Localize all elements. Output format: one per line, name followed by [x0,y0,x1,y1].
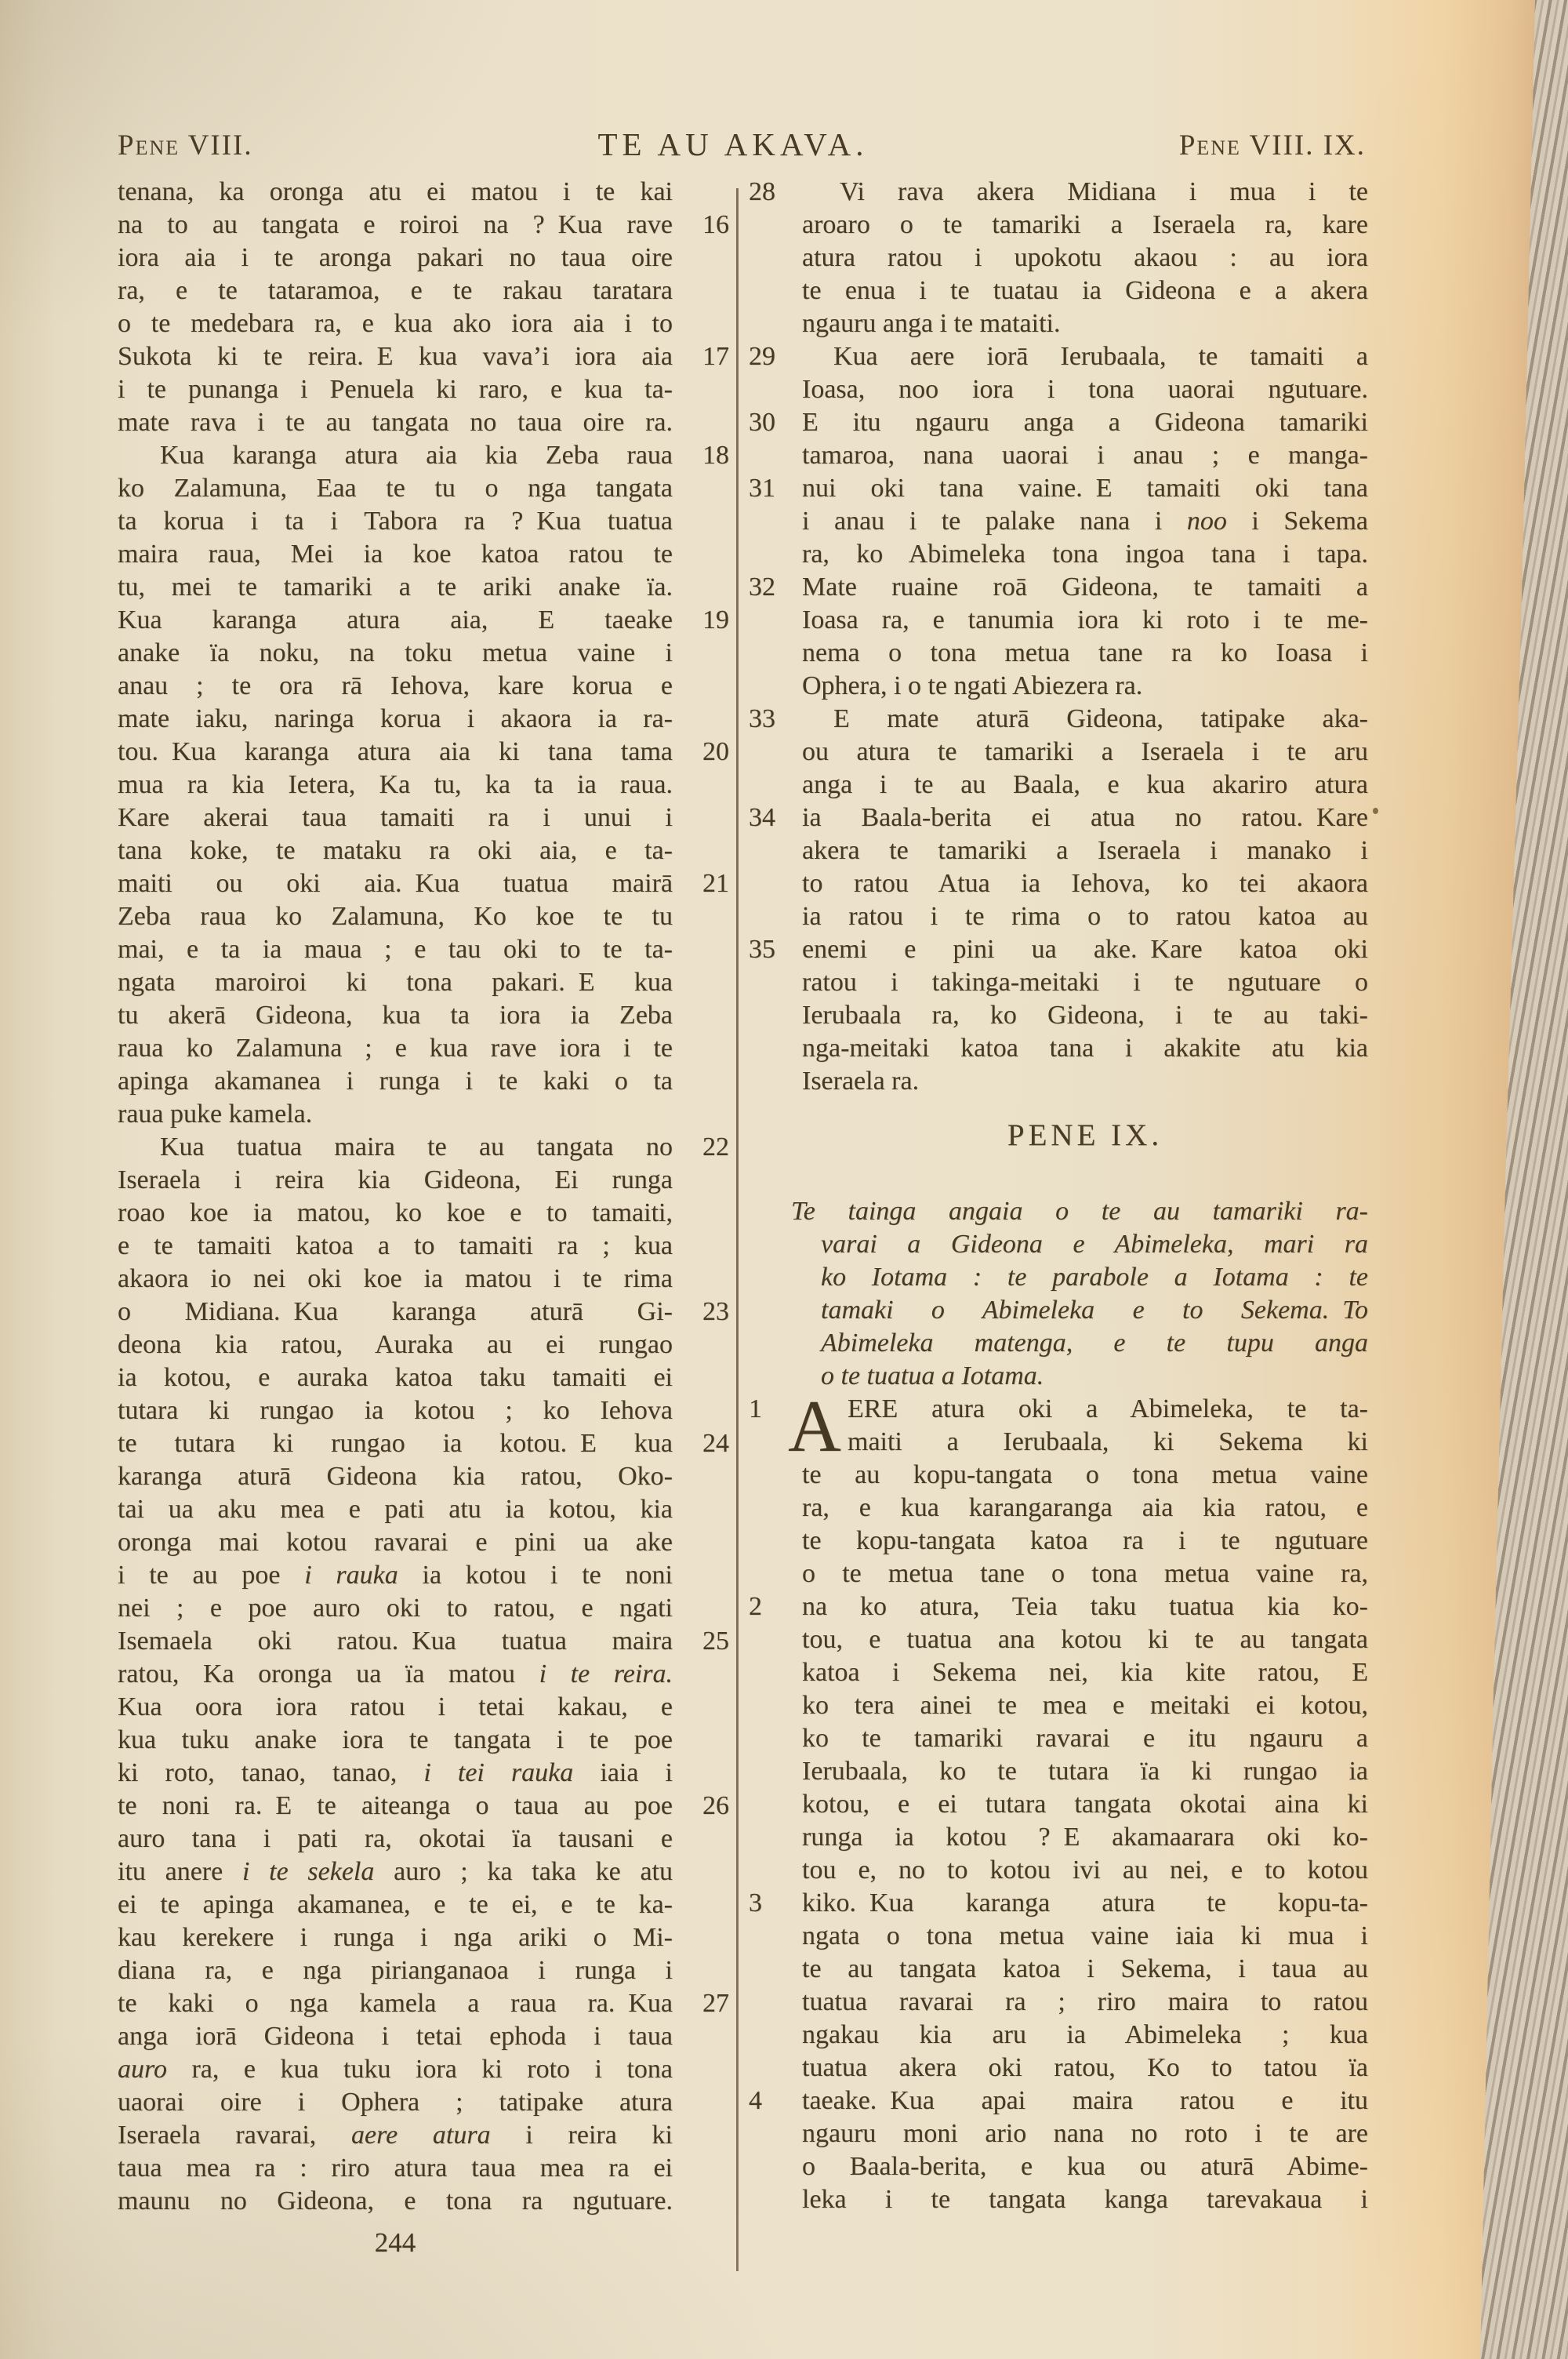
verse-text: ERE atura oki a Abimeleka, te ta- [848,1394,1368,1423]
text-line [118,1296,729,1329]
verse-number: 33 [749,704,775,733]
text-line [749,2052,1368,2085]
text-line [749,1920,1368,1953]
text-line [118,1427,729,1460]
verse-number: 18 [702,441,729,470]
text-line [118,1263,729,1296]
text-line [749,1228,1368,1261]
verse-text: ngauru moni ario nana no roto i te are [802,2119,1368,2148]
verse-text: na ko atura, Teia taku tuatua kia ko- [802,1592,1368,1621]
text-line [118,736,729,769]
verse-text: Ierubaala ra, ko Gideona, i te au taki- [802,1001,1368,1030]
verse-number: 28 [749,177,775,206]
text-line [118,966,729,999]
text-line [749,933,1368,966]
text-line [118,1888,729,1921]
text-line [749,1525,1368,1558]
verse-text: te kaki o nga kamela a raua ra. Kua [118,1989,673,2018]
verse-text: aroaro o te tamariki a Iseraela ra, kare [802,210,1368,239]
verse-text: maiti a Ierubaala, ki Sekema ki [848,1427,1368,1456]
text-line [749,307,1368,340]
text-line [749,1558,1368,1590]
verse-text: ia kotou, e auraka katoa taku tamaiti ei [118,1363,673,1392]
verse-text: akaora io nei oki koe ia matou i te rima [118,1264,673,1293]
text-line [118,209,729,242]
verse-text: Te tainga angaia o te au tamariki ra- [791,1197,1368,1226]
verse-text: o Baala-berita, e kua ou aturā Abime- [802,2152,1368,2181]
verse-text: itu anere i te sekela auro ; ka taka ke atu [118,1857,673,1886]
text-line [118,1526,729,1559]
verse-text: e te tamaiti katoa a to tamaiti ra ; kua [118,1231,673,1260]
text-line [118,2020,729,2053]
text-line [118,1823,729,1856]
verse-text: mua ra kia Ietera, Ka tu, ka ta ia raua. [118,770,673,799]
verse-text: Zeba raua ko Zalamuna, Ko koe te tu [118,902,673,931]
text-line [749,472,1368,505]
verse-text: uaorai oire i Ophera ; tatipake atura [118,2088,673,2117]
text-line [749,1294,1368,1327]
verse-text: ngata o tona metua vaine iaia ki mua i [802,1921,1368,1950]
text-line [749,769,1368,801]
verse-text: o te tuatua a Iotama. [821,1361,1044,1390]
verse-text: Ioasa ra, e tanumia iora ki roto i te me- [802,605,1368,634]
text-line [749,1261,1368,1294]
text-line [749,1821,1368,1854]
verse-text: anake ïa noku, na toku metua vaine i [118,638,673,667]
verse-text: o te medebara ra, e kua ako iora aia i to [118,309,673,338]
verse-text: Ioasa, noo iora i tona uaorai ngutuare. [802,375,1368,404]
verse-number: 21 [702,869,729,898]
verse-text: nei ; e poe auro oki to ratou, e ngati [118,1594,673,1623]
verse-text: maiti ou oki aia. Kua tuatua mairā [118,869,673,898]
verse-text: Kare akerai taua tamaiti ra i unui i [118,803,673,832]
verse-text: te tutara ki rungao ia kotou. E kua [118,1429,673,1458]
book-title: TE AU AKAVA. [597,126,869,162]
verse-text: E itu ngauru anga a Gideona tamariki [802,408,1368,437]
column-divider-rule [736,188,739,2271]
verse-text: mate iaku, naringa korua i akaora ia ra- [118,704,673,733]
verse-text: o te metua tane o tona metua vaine ra, [802,1559,1368,1588]
text-line [118,1658,729,1691]
verse-text: varai a Gideona e Abimeleka, mari ra [821,1230,1368,1259]
verse-text: tuatua akera oki ratou, Ko to tatou ïa [802,2053,1368,2082]
verse-text: ko te tamariki ravarai e itu ngauru a [802,1724,1368,1753]
verse-text: Iseraela i reira kia Gideona, Ei runga [118,1165,673,1194]
text-line [118,1724,729,1757]
verse-number: 29 [749,342,775,371]
text-line [118,176,729,209]
text-line [749,1986,1368,2019]
book-fore-edge-texture [1458,0,1568,2359]
text-line [749,1426,1368,1459]
verse-text: oronga mai kotou ravarai e pini ua ake [118,1528,673,1557]
text-line [118,307,729,340]
verse-text: roao koe ia matou, ko koe e to tamaiti, [118,1198,673,1227]
verse-text: apinga akamanea i runga i te kaki o ta [118,1067,673,1096]
verse-number: 35 [749,935,775,964]
text-line [749,703,1368,736]
text-line [118,1394,729,1427]
verse-text: anga iorā Gideona i tetai ephoda i taua [118,2022,673,2051]
text-line [749,1722,1368,1755]
verse-text: nui oki tana vaine. E tamaiti oki tana [802,474,1368,503]
verse-text: maunu no Gideona, e tona ra ngutuare. [118,2186,673,2215]
text-line [118,242,729,274]
verse-text: ko Iotama : te parabole a Iotama : te [821,1263,1368,1292]
text-line [118,373,729,406]
text-line [118,1790,729,1823]
verse-text: atura ratou i upokotu akaou : au iora [802,243,1368,272]
verse-text: Ierubaala, ko te tutara ïa ki rungao ia [802,1757,1368,1786]
text-line [118,933,729,966]
text-line [118,637,729,670]
text-line [749,834,1368,867]
verse-text: Vi rava akera Midiana i mua i te [840,177,1368,206]
text-line [749,571,1368,604]
text-line [749,242,1368,274]
text-line [749,406,1368,439]
verse-text: nga-meitaki katoa tana i akakite atu kia [802,1034,1368,1063]
verse-text: mai, e ta ia maua ; e tau oki to te ta- [118,935,673,964]
text-line [749,1459,1368,1492]
text-line [749,2183,1368,2216]
verse-text: kiko. Kua karanga atura te kopu-ta- [802,1888,1368,1917]
text-line [118,340,729,373]
verse-text: ra, ko Abimeleka tona ingoa tana i tapa. [802,540,1368,569]
text-line [749,1032,1368,1065]
text-line [749,1492,1368,1525]
text-line [118,1329,729,1361]
verse-number: 25 [702,1627,729,1656]
verse-text: diana ra, e nga pirianganaoa i runga i [118,1956,673,1985]
verse-text: Kua aere iorā Ierubaala, te tamaiti a [833,342,1368,371]
verse-number: 23 [702,1297,729,1326]
verse-number: 16 [702,210,729,239]
text-line [118,604,729,637]
text-line [118,834,729,867]
text-line [118,801,729,834]
verse-number: 27 [702,1989,729,2018]
chapter9-verses [749,1386,1368,2216]
text-line [118,703,729,736]
verse-text: anau ; te ora rā Iehova, kare korua e [118,671,673,700]
verse-number: 2 [749,1592,762,1621]
verse-text: ia Baala-berita ei atua no ratou. Kare [802,803,1368,832]
verse-text: o Midiana. Kua karanga aturā Gi- [118,1297,673,1326]
verse-text: te noni ra. E te aiteanga o taua au poe [118,1791,673,1820]
verse-text: karanga aturā Gideona kia ratou, Oko- [118,1462,673,1491]
text-line [749,1689,1368,1722]
verse-text: te au tangata katoa i Sekema, i taua au [802,1954,1368,1983]
ink-spot-artifact [1373,808,1378,814]
text-line [118,1921,729,1954]
text-line [118,472,729,505]
verse-text: i te au poe i rauka ia kotou i te noni [118,1561,673,1590]
text-line [749,1590,1368,1623]
text-line [118,1559,729,1592]
text-line [749,1656,1368,1689]
text-line [118,900,729,933]
text-line [118,1987,729,2020]
verse-number: 22 [702,1132,729,1161]
text-line [749,505,1368,538]
text-line [118,1098,729,1131]
text-line [749,670,1368,703]
verse-text: i te punanga i Penuela ki raro, e kua ta- [118,375,673,404]
text-line [749,1953,1368,1986]
text-line [118,538,729,571]
verse-text: Kua tuatua maira te au tangata no [160,1132,673,1161]
verse-text: auro tana i pati ra, okotai ïa tausani e [118,1824,673,1853]
verse-text: deona kia ratou, Auraka au ei rungao [118,1330,673,1359]
verse-text: auro ra, e kua tuku iora ki roto i tona [118,2055,673,2084]
text-line [749,604,1368,637]
text-line [118,406,729,439]
verse-text: na to au tangata e roiroi na ? Kua rave [118,210,673,239]
verse-text: Kua karanga atura aia kia Zeba raua [160,441,673,470]
verse-number: 30 [749,408,775,437]
verse-number: 34 [749,803,775,832]
text-line [749,2085,1368,2117]
verse-text: maira raua, Mei ia koe katoa ratou te [118,540,673,569]
chapter-summary [749,1195,1368,1393]
text-line [749,1755,1368,1788]
verse-text: i anau i te palake nana i noo i Sekema [802,507,1368,536]
verse-text: leka i te tangata kanga tarevakaua i [802,2185,1368,2214]
running-head-left: Pene VIII. [118,129,253,162]
verse-text: kau kerekere i runga i nga ariki o Mi- [118,1923,673,1952]
verse-text: tu, mei te tamariki a te ariki anake ïa. [118,572,673,602]
text-line [118,2119,729,2152]
verse-number: 19 [702,605,729,634]
text-line [749,2117,1368,2150]
text-line [118,1230,729,1263]
verse-text: katoa i Sekema nei, kia kite ratou, E [802,1658,1368,1687]
text-line [749,1854,1368,1887]
text-line [118,1197,729,1230]
verse-text: tenana, ka oronga atu ei matou i te kai [118,177,673,206]
verse-number: 17 [702,342,729,371]
text-line [749,274,1368,307]
text-line [749,736,1368,769]
verse-text: tamaroa, nana uaorai i anau ; e manga- [802,441,1368,470]
text-line [749,2150,1368,2183]
verse-text: taua mea ra : riro atura taua mea ra ei [118,2154,673,2183]
verse-number: 20 [702,737,729,766]
verse-text: tuatua ravarai ra ; riro maira to ratou [802,1987,1368,2016]
text-line [749,999,1368,1032]
verse-text: ratou i takinga-meitaki i te ngutuare o [802,968,1368,997]
text-line [118,2086,729,2119]
verse-text: tou. Kua karanga atura aia ki tana tama [118,737,673,766]
text-line [749,1623,1368,1656]
verse-text: Isemaela oki ratou. Kua tuatua maira [118,1627,673,1656]
text-line [749,900,1368,933]
text-line [749,538,1368,571]
verse-number: 24 [702,1429,729,1458]
text-line [749,373,1368,406]
verse-text: E mate aturā Gideona, tatipake aka- [833,704,1368,733]
verse-text: ei te apinga akamanea, e te ei, e te ka- [118,1890,673,1919]
verse-text: te enua i te tuatau ia Gideona e a akera [802,276,1368,305]
verse-text: Mate ruaine roā Gideona, te tamaiti a [802,572,1368,602]
verse-number: 1 [749,1394,762,1423]
verse-text: te au kopu-tangata o tona metua vaine [802,1460,1368,1489]
text-line [749,176,1368,209]
text-line [749,1065,1368,1098]
text-line [118,505,729,538]
verse-text: runga ia kotou ? E akamaarara oki ko- [802,1823,1368,1852]
verse-number: 4 [749,2086,762,2115]
text-line [118,1460,729,1493]
verse-text: Abimeleka matenga, e te tupu anga [821,1329,1368,1358]
text-line [749,1195,1368,1228]
text-line [118,274,729,307]
verse-text: ngauru anga i te mataiti. [802,309,1061,338]
text-line [118,2185,729,2218]
right-text-column [749,176,1368,2216]
text-line [118,999,729,1032]
text-line [749,340,1368,373]
verse-text: ra, e te tataramoa, e te rakau taratara [118,276,673,305]
verse-text: mate rava i te au tangata no taua oire ra. [118,408,673,437]
text-line [118,670,729,703]
text-line [118,2152,729,2185]
verse-text: anga i te au Baala, e kua akariro atura [802,770,1368,799]
text-line [118,1493,729,1526]
verse-text: tu akerā Gideona, kua ta iora ia Zeba [118,1001,673,1030]
verse-text: ko Zalamuna, Eaa te tu o nga tangata [118,474,673,503]
text-line [749,1788,1368,1821]
text-line [749,439,1368,472]
verse-text: ia ratou i te rima o to ratou katoa au [802,902,1368,931]
verse-text: Kua oora iora ratou i tetai kakau, e [118,1692,673,1721]
text-line [749,1360,1368,1393]
verse-text: akera te tamariki a Iseraela i manako i [802,836,1368,865]
text-line [118,1164,729,1197]
text-line [749,1887,1368,1920]
text-line [118,1757,729,1790]
verse-text: Iseraela ra. [802,1067,920,1096]
verse-text: tai ua aku mea e pati atu ia kotou, kia [118,1495,673,1524]
verse-text: enemi e pini ua ake. Kare katoa oki [802,935,1368,964]
text-line [118,2053,729,2086]
verse-text: tana koke, te mataku ra oki aia, e ta- [118,836,673,865]
page-number: 244 [374,2227,416,2258]
text-line [118,571,729,604]
text-line [118,1954,729,1987]
verse-text: ta korua i ta i Tabora ra ? Kua tuatua [118,507,673,536]
verse-text: ngata maroiroi ki tona pakari. E kua [118,968,673,997]
verse-text: Sukota ki te reira. E kua vava’i iora aia [118,342,673,371]
text-line [118,1032,729,1065]
text-line [118,439,729,472]
text-line [749,209,1368,242]
verse-text: ngakau kia aru ia Abimeleka ; kua [802,2020,1368,2049]
verse-number: 3 [749,1888,762,1917]
verse-text: iora aia i te aronga pakari no taua oire [118,243,673,272]
verse-text: ou atura te tamariki a Iseraela i te aru [802,737,1368,766]
chapter-heading: PENE IX. [1007,1118,1163,1152]
verse-text: raua ko Zalamuna ; e kua rave iora i te [118,1034,673,1063]
verse-text: ki roto, tanao, tanao, i tei rauka iaia i [118,1758,673,1787]
text-line [118,1625,729,1658]
text-line [118,769,729,801]
text-line [749,801,1368,834]
text-line [118,1592,729,1625]
verse-text: tutara ki rungao ia kotou ; ko Iehova [118,1396,673,1425]
text-line [749,966,1368,999]
verse-text: Kua karanga atura aia, E taeake [118,605,673,634]
text-line [749,867,1368,900]
verse-text: Ophera, i o te ngati Abiezera ra. [802,671,1143,700]
verse-text: te kopu-tangata katoa ra i te ngutuare [802,1526,1368,1555]
drop-cap: A [788,1386,841,1467]
text-line [118,1131,729,1164]
verse-text: raua puke kamela. [118,1100,313,1129]
text-line [118,1361,729,1394]
chapter8-verses [749,176,1368,1098]
text-line [749,1327,1368,1360]
text-line [749,2019,1368,2052]
verse-number: 32 [749,572,775,602]
verse-text: kotou, e ei tutara tangata okotai aina ki [802,1790,1368,1819]
verse-text: kua tuku anake iora te tangata i te poe [118,1725,673,1754]
text-line [749,637,1368,670]
verse-text: nema o tona metua tane ra ko Ioasa i [802,638,1368,667]
verse-text: ra, e kua karangaranga aia kia ratou, e [802,1493,1368,1522]
verse-text: ko tera ainei te mea e meitaki ei kotou, [802,1691,1368,1720]
verse-number: 31 [749,474,775,503]
verse-text: tamaki o Abimeleka e to Sekema. To [821,1296,1368,1325]
text-line [118,867,729,900]
verse-number: 26 [702,1791,729,1820]
verse-text: taeake. Kua apai maira ratou e itu [802,2086,1368,2115]
verse-text: tou, e tuatua ana kotou ki te au tangata [802,1625,1368,1654]
verse-text: ratou, Ka oronga ua ïa matou i te reira. [118,1659,673,1688]
verse-text: to ratou Atua ia Iehova, ko tei akaora [802,869,1368,898]
verse-text: tou e, no to kotou ivi au nei, e to kotou [802,1856,1368,1885]
text-line [118,1856,729,1888]
text-line [118,1065,729,1098]
verse-text: Iseraela ravarai, aere atura i reira ki [118,2121,673,2150]
text-line [118,1691,729,1724]
left-text-column [118,176,729,2218]
running-head-right: Pene VIII. IX. [1178,129,1366,162]
